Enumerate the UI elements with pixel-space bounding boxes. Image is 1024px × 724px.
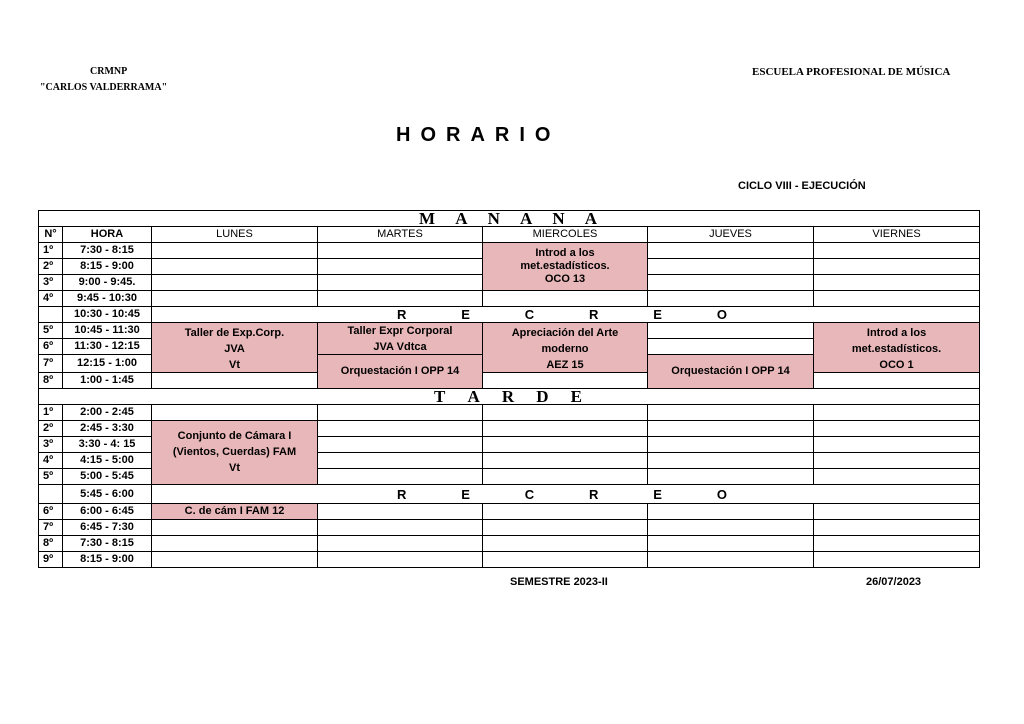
course-cell: [318, 323, 483, 355]
cell-empty: [318, 405, 483, 421]
institution-name: "CARLOS VALDERRAMA": [40, 82, 168, 93]
band-letter: E: [653, 307, 662, 322]
band-letter: M: [419, 210, 438, 227]
school-name: ESCUELA PROFESIONAL DE MÚSICA: [752, 66, 951, 78]
col-header-num: N°: [39, 227, 63, 243]
cell-empty: [152, 536, 318, 552]
col-header-martes: MARTES: [318, 227, 483, 243]
table-row: [39, 536, 980, 552]
row-hora: 2:00 - 2:45: [63, 405, 152, 421]
row-num: 9º: [39, 552, 63, 568]
cell-empty: [814, 453, 980, 469]
row-num: 6º: [39, 339, 63, 355]
cell-empty: [648, 323, 814, 339]
course-cell: [483, 323, 648, 373]
cell-empty: [648, 504, 814, 520]
course-line: AEZ 15: [546, 359, 584, 371]
cell-empty: [318, 243, 483, 259]
band-letter: E: [570, 388, 585, 405]
cell-empty: [814, 243, 980, 259]
cell-empty: [318, 437, 483, 453]
row-hora: 5:45 - 6:00: [63, 485, 152, 504]
band-letter: A: [519, 210, 535, 227]
course-line: met.estadísticos.: [520, 260, 610, 272]
cell-empty: [318, 259, 483, 275]
cell-empty: [648, 437, 814, 453]
col-header-jueves: JUEVES: [648, 227, 814, 243]
row-num: 1º: [39, 243, 63, 259]
col-header-hora: HORA: [63, 227, 152, 243]
row-hora: 10:45 - 11:30: [63, 323, 152, 339]
course-line: Apreciación del Arte: [511, 327, 619, 339]
column-header-row: [39, 227, 980, 243]
row-num: 6º: [39, 504, 63, 520]
cell-empty: [318, 552, 483, 568]
row-num: 8º: [39, 536, 63, 552]
table-row: [39, 405, 980, 421]
row-hora: 7:30 - 8:15: [63, 536, 152, 552]
table-row: [39, 291, 980, 307]
cell-empty: [648, 339, 814, 355]
band-letter: N: [487, 210, 502, 227]
row-num: 8º: [39, 373, 63, 389]
cell-empty: [814, 437, 980, 453]
cell-empty: [152, 275, 318, 291]
band-letter: E: [461, 307, 470, 322]
table-row: [39, 307, 980, 323]
course-cell: [152, 323, 318, 373]
table-row: [39, 485, 980, 504]
row-hora: 9:45 - 10:30: [63, 291, 152, 307]
col-header-viernes: VIERNES: [814, 227, 980, 243]
cell-empty: [483, 453, 648, 469]
row-num: 7º: [39, 355, 63, 373]
band-letter: T: [434, 388, 448, 405]
cell-empty: [648, 405, 814, 421]
schedule-table: [38, 210, 980, 568]
course-cell: C. de cám I FAM 12: [152, 504, 318, 520]
recreo-band: [152, 485, 980, 504]
band-letter: O: [716, 307, 727, 322]
row-num: [39, 485, 63, 504]
cell-empty: [318, 421, 483, 437]
course-line: Introd a los: [866, 327, 927, 339]
cell-empty: [152, 373, 318, 389]
course-line: met.estadísticos.: [851, 343, 942, 355]
course-line: OCO 13: [544, 273, 586, 285]
cell-empty: [814, 552, 980, 568]
course-line: Taller de Exp.Corp.: [184, 327, 285, 339]
cell-empty: [152, 259, 318, 275]
col-header-lunes: LUNES: [152, 227, 318, 243]
band-letter: R: [501, 388, 517, 405]
cell-empty: [483, 437, 648, 453]
row-num: 4º: [39, 291, 63, 307]
page-title: HORARIO: [396, 124, 561, 146]
course-line: (Vientos, Cuerdas) FAM: [172, 446, 297, 458]
row-hora: 8:15 - 9:00: [63, 259, 152, 275]
cell-empty: [483, 504, 648, 520]
tarde-band: [39, 389, 980, 405]
course-line: Conjunto de Cámara I: [177, 430, 292, 442]
cell-empty: [814, 259, 980, 275]
date-label: 26/07/2023: [866, 576, 922, 588]
row-num: 2º: [39, 421, 63, 437]
cell-empty: [648, 453, 814, 469]
row-num: 4º: [39, 453, 63, 469]
course-line: JVA Vdtca: [373, 341, 427, 353]
cell-empty: [648, 520, 814, 536]
cell-empty: [648, 536, 814, 552]
cell-empty: [814, 520, 980, 536]
cell-empty: [483, 520, 648, 536]
band-letter: R: [397, 307, 407, 322]
cell-empty: [814, 469, 980, 485]
cell-empty: [318, 291, 483, 307]
row-num: 3º: [39, 275, 63, 291]
course-line: Vt: [229, 359, 240, 371]
row-hora: 3:30 - 4: 15: [63, 437, 152, 453]
table-row: [39, 373, 980, 389]
table-row: [39, 504, 980, 520]
table-row: [39, 323, 980, 339]
course-cell: Orquestación I OPP 14: [648, 355, 814, 389]
cell-empty: [152, 552, 318, 568]
row-hora: 6:00 - 6:45: [63, 504, 152, 520]
cell-empty: [318, 504, 483, 520]
table-row: [39, 552, 980, 568]
cell-empty: [814, 421, 980, 437]
table-row: [39, 520, 980, 536]
course-line: JVA: [224, 343, 245, 355]
course-line: Taller Expr Corporal: [347, 325, 453, 337]
course-line: OCO 1: [879, 359, 914, 371]
band-letter: A: [584, 210, 600, 227]
cell-empty: [318, 275, 483, 291]
course-cell: [152, 421, 318, 485]
course-line: Vt: [229, 462, 240, 474]
cell-empty: [814, 373, 980, 389]
recreo-band: [152, 307, 980, 323]
cell-empty: [814, 291, 980, 307]
row-hora: 4:15 - 5:00: [63, 453, 152, 469]
ciclo-label: CICLO VIII - EJECUCIÓN: [738, 180, 866, 192]
row-hora: 1:00 - 1:45: [63, 373, 152, 389]
band-letter: E: [653, 486, 662, 502]
cell-empty: [318, 453, 483, 469]
row-hora: 6:45 - 7:30: [63, 520, 152, 536]
cell-empty: [814, 504, 980, 520]
row-hora: 7:30 - 8:15: [63, 243, 152, 259]
row-hora: 5:00 - 5:45: [63, 469, 152, 485]
row-hora: 8:15 - 9:00: [63, 552, 152, 568]
band-letter: D: [536, 388, 551, 405]
cell-empty: [152, 520, 318, 536]
row-num: 7º: [39, 520, 63, 536]
row-num: 1º: [39, 405, 63, 421]
row-num: [39, 307, 63, 323]
cell-empty: [648, 552, 814, 568]
table-row: [39, 421, 980, 437]
cell-empty: [483, 421, 648, 437]
cell-empty: [483, 552, 648, 568]
course-line: Introd a los: [535, 247, 595, 259]
row-num: 2º: [39, 259, 63, 275]
row-hora: 2:45 - 3:30: [63, 421, 152, 437]
cell-empty: [152, 405, 318, 421]
row-num: 5º: [39, 469, 63, 485]
cell-empty: [483, 469, 648, 485]
course-line: moderno: [541, 343, 589, 355]
cell-empty: [814, 275, 980, 291]
band-letter: R: [589, 307, 599, 322]
cell-empty: [648, 275, 814, 291]
cell-empty: [648, 421, 814, 437]
row-hora: 12:15 - 1:00: [63, 355, 152, 373]
cell-empty: [483, 536, 648, 552]
cell-empty: [318, 469, 483, 485]
cell-empty: [483, 291, 648, 307]
course-cell: Orquestación I OPP 14: [318, 355, 483, 389]
course-cell: [814, 323, 980, 373]
band-letter: A: [455, 210, 470, 227]
semester-label: SEMESTRE 2023-II: [510, 576, 608, 588]
cell-empty: [814, 536, 980, 552]
cell-empty: [318, 536, 483, 552]
cell-empty: [483, 405, 648, 421]
band-letter: R: [397, 486, 407, 502]
band-letter: O: [716, 486, 727, 502]
cell-empty: [648, 469, 814, 485]
institution-short: CRMNP: [90, 66, 128, 77]
col-header-miercoles: MIERCOLES: [483, 227, 648, 243]
cell-empty: [648, 243, 814, 259]
band-letter: C: [524, 486, 535, 502]
row-num: 5º: [39, 323, 63, 339]
cell-empty: [152, 291, 318, 307]
cell-empty: [152, 243, 318, 259]
row-hora: 10:30 - 10:45: [63, 307, 152, 323]
cell-empty: [318, 520, 483, 536]
row-hora: 9:00 - 9:45.: [63, 275, 152, 291]
cell-empty: [814, 405, 980, 421]
band-letter: A: [467, 388, 482, 405]
cell-empty: [648, 291, 814, 307]
row-num: 3º: [39, 437, 63, 453]
band-letter: C: [524, 307, 535, 322]
table-row: [39, 243, 980, 259]
course-cell: [483, 243, 648, 291]
band-letter: E: [461, 486, 470, 502]
band-letter: R: [589, 486, 599, 502]
row-hora: 11:30 - 12:15: [63, 339, 152, 355]
cell-empty: [483, 373, 648, 389]
band-letter: N: [552, 210, 567, 227]
manana-band: [39, 211, 980, 227]
cell-empty: [648, 259, 814, 275]
